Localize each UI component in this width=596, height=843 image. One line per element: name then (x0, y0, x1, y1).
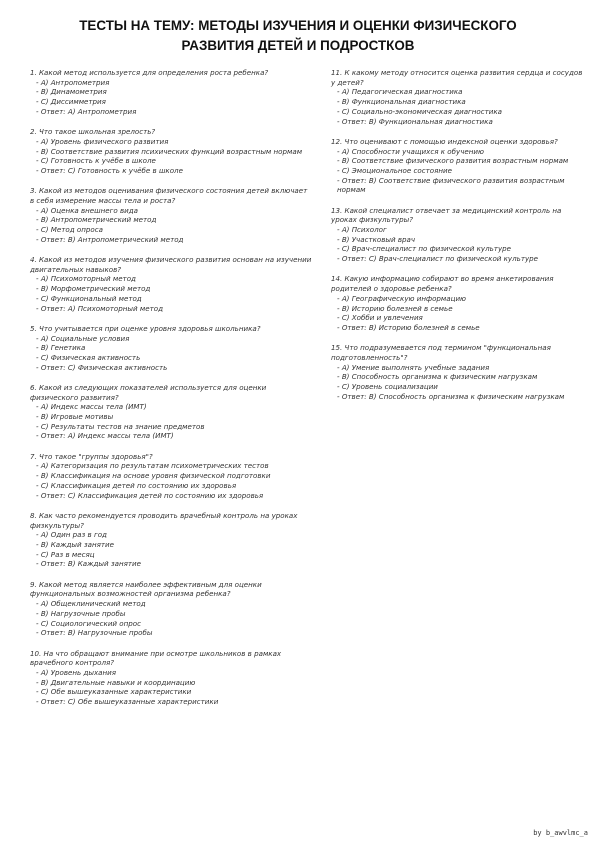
answer-option: - A) Общеклинический метод (36, 599, 146, 609)
answer-line: - Ответ: B) Способность организма к физическим нагрузкам (337, 391, 565, 401)
question-block (331, 343, 583, 401)
document-title (40, 16, 556, 56)
answer-line: - Ответ: C) Готовность к учёбе в школе (36, 165, 183, 175)
answer-line: - Ответ: C) Классификация детей по состоянию их здоровья (36, 490, 264, 500)
answer-option: - B) Соответствие развития психических функций возрастным нормам (36, 146, 303, 156)
answer-option: - B) Динамометрия (36, 87, 107, 97)
right-question-column (331, 68, 583, 412)
left-question-column (30, 68, 312, 717)
answer-line: - Ответ: B) Каждый занятие (36, 559, 142, 569)
answer-option: - C) Готовность к учёбе в школе (36, 156, 156, 166)
question-block (331, 274, 583, 332)
answer-option: - B) Классификация на основе уровня физической подготовки (36, 471, 271, 481)
answer-option: - C) Социально-экономическая диагностика (337, 106, 503, 116)
question-text: 1. Какой метод используется для определения роста ребенка? (30, 68, 269, 77)
answer-option: - B) Историю болезней в семье (337, 303, 453, 313)
answer-option: - A) Антропометрия (36, 77, 110, 87)
answer-option: - B) Игровые мотивы (36, 412, 114, 422)
answer-option: - B) Каждый занятие (36, 539, 114, 549)
answer-option: - B) Участковый врач (337, 234, 416, 244)
question-text: 8. Как часто рекомендуется проводить врачебный контроль на уроках физкультуры? (30, 510, 298, 530)
answer-option: - A) Оценка внешнего вида (36, 205, 139, 215)
answer-option: - B) Двигательные навыки и координацию (36, 677, 196, 687)
question-block (30, 580, 312, 638)
question-block (331, 206, 583, 264)
question-block (30, 127, 312, 176)
answer-option: - C) Эмоциональное состояние (337, 165, 453, 175)
answer-option: - A) Категоризация по результатам психометрических тестов (36, 461, 269, 471)
question-block (30, 452, 312, 501)
answer-line: - Ответ: C) Обе вышеуказанные характеристики (36, 697, 219, 707)
answer-option: - C) Обе вышеуказанные характеристики (36, 687, 192, 697)
question-block (30, 383, 312, 441)
question-text: 11. К какому методу относится оценка развития сердца и сосудов у детей? (331, 68, 583, 87)
answer-option: - A) Умение выполнять учебные задания (337, 362, 490, 372)
answer-line: - Ответ: C) Врач-специалист по физической культуре (337, 254, 539, 264)
answer-line: - Ответ: B) Историю болезней в семье (337, 322, 480, 332)
title-line-2: РАЗВИТИЯ ДЕТЕЙ И ПОДРОСТКОВ (181, 38, 415, 53)
answer-line: - Ответ: B) Соответствие физического развития возрастным нормам (337, 175, 565, 195)
answer-option: - B) Морфометрический метод (36, 284, 151, 294)
question-block (30, 324, 312, 373)
answer-option: - A) Один раз в год (36, 530, 107, 540)
answer-option: - A) Географическую информацию (337, 293, 467, 303)
answer-line: - Ответ: B) Нагрузочные пробы (36, 628, 153, 638)
answer-option: - A) Способности учащихся к обучению (337, 146, 484, 156)
question-block (30, 255, 312, 313)
answer-option: - C) Диссимметрия (36, 97, 106, 107)
answer-option: - A) Уровень физического развития (36, 136, 169, 146)
answer-option: - A) Психолог (337, 225, 387, 235)
answer-option: - C) Врач-специалист по физической культуре (337, 244, 512, 254)
question-block (30, 511, 312, 569)
answer-option: - C) Физическая активность (36, 352, 141, 362)
question-text: 3. Какой из методов оценивания физического состояния детей включает в себя измерение массы тела и роста? (30, 186, 308, 205)
title-line-1: ТЕСТЫ НА ТЕМУ: МЕТОДЫ ИЗУЧЕНИЯ И ОЦЕНКИ ФИЗИЧЕСКОГО (79, 18, 517, 33)
answer-option: - B) Антропометрический метод (36, 215, 157, 225)
answer-option: - C) Социологический опрос (36, 618, 142, 628)
answer-option: - C) Результаты тестов на знание предметов (36, 421, 205, 431)
author-credit: by b_awvlmc_a (533, 829, 588, 837)
answer-option: - C) Классификация детей по состоянию их здоровья (36, 480, 237, 490)
answer-line: - Ответ: B) Антропометрический метод (36, 234, 184, 244)
question-block (30, 68, 312, 117)
question-text: 6. Какой из следующих показателей используется для оценки физического развития? (30, 382, 267, 402)
question-block (30, 186, 312, 244)
question-text: 4. Какой из методов изучения физического развития основан на изучении двигательных навыков? (30, 255, 312, 274)
question-block (30, 649, 312, 707)
answer-option: - A) Уровень дыхания (36, 667, 117, 677)
answer-option: - A) Педагогическая диагностика (337, 87, 463, 97)
answer-option: - A) Психомоторный метод (36, 274, 136, 284)
answer-option: - C) Метод опроса (36, 225, 103, 235)
answer-option: - C) Раз в месяц (36, 549, 95, 559)
answer-option: - B) Функциональная диагностика (337, 97, 466, 107)
answer-option: - B) Нагрузочные пробы (36, 608, 126, 618)
question-text: 2. Что такое школьная зрелость? (30, 127, 156, 137)
answer-line: - Ответ: A) Антропометрия (36, 106, 137, 116)
answer-option: - C) Хобби и увлечения (337, 313, 423, 323)
answer-option: - B) Способность организма к физическим нагрузкам (337, 372, 538, 382)
question-block (331, 68, 583, 126)
question-text: 13. Какой специалист отвечает за медицинский контроль на уроках физкультуры? (331, 205, 562, 225)
question-text: 12. Что оценивают с помощью индексной оценки здоровья? (331, 136, 558, 146)
answer-line: - Ответ: A) Индекс массы тела (ИМТ) (36, 431, 174, 441)
answer-line: - Ответ: B) Функциональная диагностика (337, 116, 493, 126)
question-text: 14. Какую информацию собирают во время анкетирования родителей о здоровье ребенка? (331, 274, 554, 294)
answer-line: - Ответ: C) Физическая активность (36, 362, 168, 372)
question-block (331, 137, 583, 195)
answer-option: - A) Индекс массы тела (ИМТ) (36, 402, 147, 412)
answer-option: - A) Социальные условия (36, 333, 130, 343)
question-text: 15. Что подразумевается под термином "функциональная подготовленность"? (331, 343, 551, 362)
question-text: 10. На что обращают внимание при осмотре школьников в рамках врачебного контроля? (30, 648, 282, 668)
answer-line: - Ответ: A) Психомоторный метод (36, 303, 163, 313)
question-text: 9. Какой метод является наиболее эффективным для оценки функциональных возможностей организма ребенка? (30, 579, 262, 599)
question-text: 5. Что учитывается при оценке уровня здоровья школьника? (30, 323, 261, 333)
answer-option: - C) Функциональный метод (36, 293, 142, 303)
answer-option: - C) Уровень социализации (337, 382, 438, 392)
answer-option: - B) Соответствие физического развития возрастным нормам (337, 156, 569, 166)
question-text: 7. Что такое "группы здоровья"? (30, 451, 153, 461)
answer-option: - B) Генетика (36, 343, 86, 353)
